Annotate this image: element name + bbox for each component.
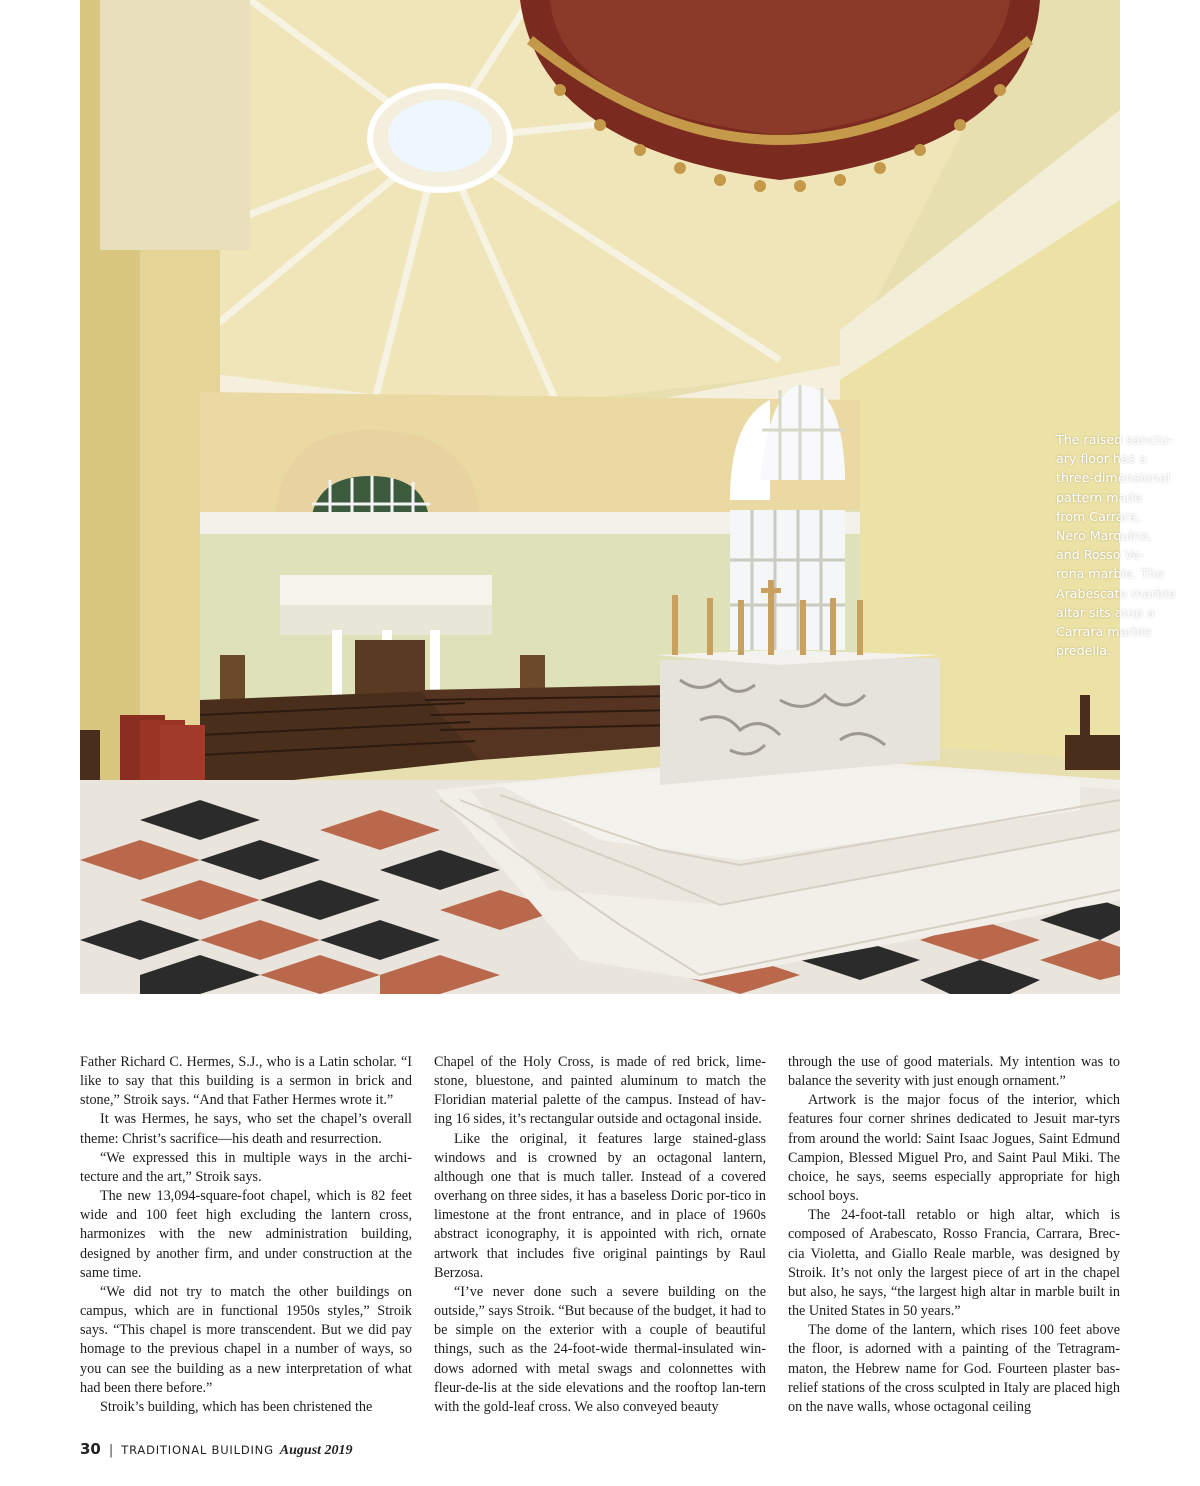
paragraph: It was Hermes, he says, who set the chapel’s overall theme: Christ’s sacrifice—his death and resurrection. — [80, 1111, 412, 1147]
article-column-2 — [434, 1053, 766, 1417]
paragraph: Father Richard C. Hermes, S.J., who is a Latin scholar. “I like to say that this building is a sermon in brick and stone,” Stroik says. “And that Father Hermes wrote it.” — [80, 1054, 412, 1109]
photo-caption: The raised sanctu- ary floor has a three-dimensional pattern made from Carrara, Nero Marquina, and Rosso Ve- rona marble. The Arabescato marble altar sits atop a Carrara marble predella. — [1056, 432, 1176, 659]
paragraph: Stroik’s building, which has been christened the — [100, 1398, 373, 1415]
article-column-3 — [788, 1053, 1120, 1417]
paragraph: “We did not try to match the other buildings on campus, which are in functional 1950s styles,” Stroik says. “This chapel is more transcendent. But we did pay homage to the previous chapel in a number of ways, so you can see the building as a new interpretation of what had been there before.” — [80, 1283, 412, 1396]
article-column-1 — [80, 1053, 412, 1417]
chapel-interior-photo — [80, 0, 1176, 994]
paragraph: “I’ve never done such a severe building on the outside,” says Stroik. “But because of the budget, it had to be simple on the exterior with a couple of beautiful things, such as the 24-foot-wide thermal-insulated win-dows adorned with metal swags and colonnettes with fleur-de-lis at the side elevations and the rooftop lan-tern with the gold-leaf cross. We also conveyed beauty — [434, 1283, 766, 1415]
paragraph: The new 13,094-square-foot chapel, which is 82 feet wide and 100 feet high excluding the lantern cross, harmonizes with the new administration building, designed by another firm, and under construction at the same time. — [80, 1188, 412, 1281]
issue-date: August 2019 — [279, 1443, 353, 1458]
paragraph: Like the original, it features large stained-glass windows and is crowned by an octagonal lantern, although one that is much taller. Instead of a covered overhang on three sides, it has a baseless Doric por-tico in limestone at the front entrance, and in place of 1960s abstract iconography, it is appointed with rich, ornate artwork that includes five original paintings by Raul Berzosa. — [434, 1130, 766, 1281]
paragraph: The dome of the lantern, which rises 100 feet above the floor, is adorned with a painting of the Tetragram-maton, the Hebrew name for God. Fourteen plaster bas-relief stations of the cross sculpted in Italy are placed high on the nave walls, whose octagonal ceiling — [788, 1322, 1120, 1415]
paragraph: “We expressed this in multiple ways in the archi-tecture and the art,” Stroik says. — [80, 1149, 412, 1185]
paragraph: Artwork is the major focus of the interior, which features four corner shrines dedicated to Jesuit mar-tyrs from around the world: Saint Isaac Jogues, Saint Edmund Campion, Blessed Miguel Pro, and Saint Paul Miki. The choice, he says, seems especially appropriate for high school boys. — [788, 1092, 1120, 1205]
paragraph: The 24-foot-tall retablo or high altar, which is composed of Arabescato, Rosso Francia, Carrara, Brec-cia Violetta, and Giallo Reale marble, was designed by Stroik. It’s not only the largest piece of art in the chapel but also, he says, “the largest high altar in marble built in the United States in 50 years.” — [788, 1207, 1120, 1320]
footer-separator: | — [108, 1443, 114, 1458]
publication-name: TRADITIONAL BUILDING — [121, 1443, 274, 1457]
page-footer — [80, 1440, 353, 1460]
paragraph: Chapel of the Holy Cross, is made of red brick, lime-stone, bluestone, and painted aluminum to match the Floridian material palette of the campus. Instead of hav-ing 16 sides, it’s rectangular outside and octagonal inside. — [434, 1054, 766, 1128]
paragraph: through the use of good materials. My intention was to balance the severity with just enough ornament.” — [788, 1054, 1120, 1090]
page-number: 30 — [80, 1440, 101, 1458]
